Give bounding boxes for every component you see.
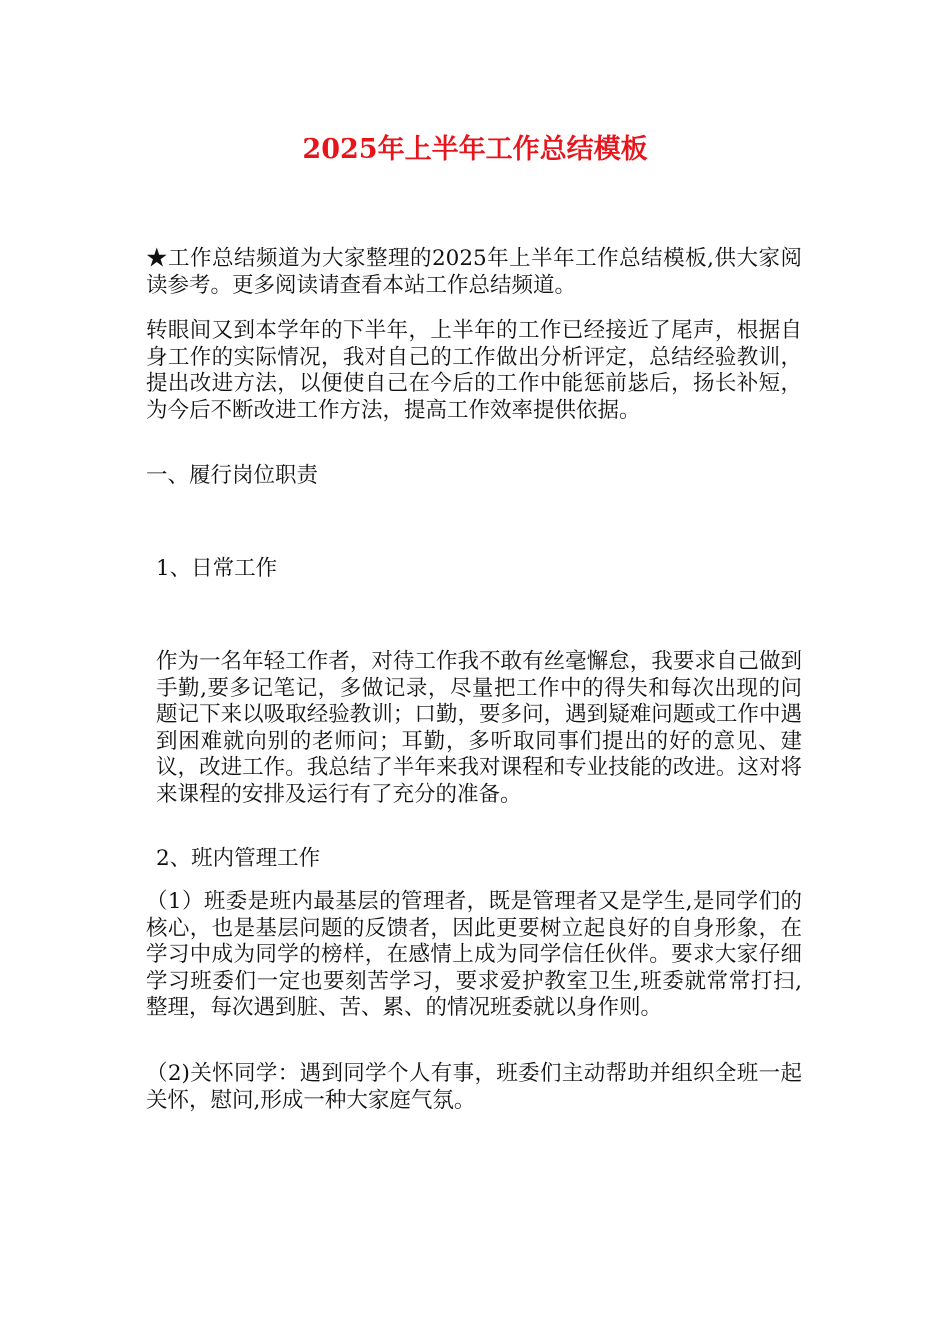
caring-classmates-paragraph: （2)关怀同学：遇到同学个人有事，班委们主动帮助并组织全班一起关怀，慰问,形成一种大家庭气氛。 bbox=[146, 1061, 802, 1113]
document-title: 2025年上半年工作总结模板 bbox=[302, 134, 648, 165]
subsection-heading-class-management: 2、班内管理工作 bbox=[156, 846, 321, 871]
daily-work-paragraph: 作为一名年轻工作者，对待工作我不敢有丝毫懈怠，我要求自己做到手勤,要多记笔记，多做记录，尽量把工作中的得失和每次出现的问题记下来以吸取经验教训；口勤，要多问，遇到疑难问题或工作中遇到困难就向别的老师问；耳勤，多听取同事们提出的好的意见、建议，改进工作。我总结了半年来我对课程和专业技能的改进。这对将来课程的安排及运行有了充分的准备。 bbox=[156, 649, 802, 807]
subsection-heading-daily-work: 1、日常工作 bbox=[156, 556, 278, 581]
class-committee-paragraph: （1）班委是班内最基层的管理者，既是管理者又是学生,是同学们的核心，也是基层问题的反馈者，因此更要树立起良好的自身形象，在学习中成为同学的榜样，在感情上成为同学信任伙伴。要求大家仔细学习班委们一定也要刻苦学习，要求爱护教室卫生,班委就常常打扫,整理，每次遇到脏、苦、累、的情况班委就以身作则。 bbox=[146, 889, 802, 1020]
section-heading-duties: 一、履行岗位职责 bbox=[146, 463, 319, 488]
opening-paragraph: 转眼间又到本学年的下半年，上半年的工作已经接近了尾声，根据自身工作的实际情况，我对自己的工作做出分析评定，总结经验教训，提出改进方法，以便使自己在今后的工作中能惩前毖后，扬长补短，为今后不断改进工作方法，提高工作效率提供依据。 bbox=[146, 318, 802, 423]
intro-paragraph: ★工作总结频道为大家整理的2025年上半年工作总结模板,供大家阅读参考。更多阅读请查看本站工作总结频道。 bbox=[146, 246, 802, 298]
